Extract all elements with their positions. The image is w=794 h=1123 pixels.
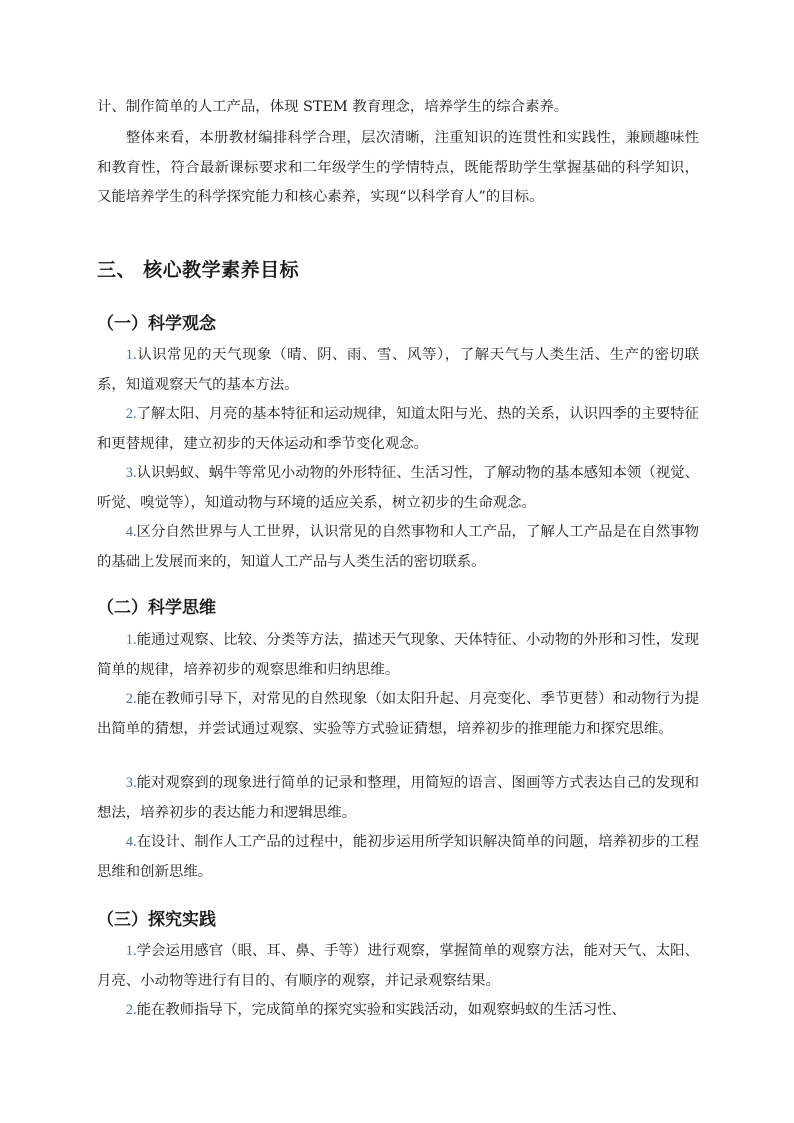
item-number: 3. [125, 465, 137, 481]
list-item [97, 400, 699, 459]
list-item [97, 769, 699, 828]
list-item [97, 996, 699, 1026]
item-text: 能在教师指导下，完成简单的探究实验和实践活动，如观察蚂蚁的生活习性、 [136, 1002, 626, 1018]
item-number: 4. [125, 524, 137, 540]
item-number: 2. [125, 691, 137, 707]
list-item [97, 518, 699, 577]
list-item [97, 685, 699, 744]
list-item [97, 626, 699, 685]
list-item [97, 937, 699, 996]
subsection-heading-scientific-thinking: （二）科学思维 [97, 598, 216, 618]
item-text: 能对观察到的现象进行简单的记录和整理，用简短的语言、图画等方式表达自己的发现和想法，培养初步的表达能力和逻辑思维。 [97, 775, 699, 821]
item-text: 认识常见的天气现象（晴、阴、雨、雪、风等），了解天气与人类生活、生产的密切联系，知道观察天气的基本方法。 [97, 347, 699, 393]
item-number: 4. [125, 834, 137, 850]
item-text: 了解太阳、月亮的基本特征和运动规律，知道太阳与光、热的关系，认识四季的主要特征和更替规律，建立初步的天体运动和季节变化观念。 [97, 406, 699, 452]
item-number: 1. [125, 347, 137, 363]
list-item [97, 828, 699, 887]
item-text: 在设计、制作人工产品的过程中，能初步运用所学知识解决简单的问题，培养初步的工程思维和创新思维。 [97, 834, 699, 880]
item-text: 区分自然世界与人工世界，认识常见的自然事物和人工产品，了解人工产品是在自然事物的基础上发展而来的，知道人工产品与人类生活的密切联系。 [97, 524, 699, 570]
item-number: 3. [125, 775, 137, 791]
item-text: 能通过观察、比较、分类等方法，描述天气现象、天体特征、小动物的外形和习性，发现简单的规律，培养初步的观察思维和归纳思维。 [97, 632, 699, 678]
intro-summary-paragraph: 整体来看，本册教材编排科学合理，层次清晰，注重知识的连贯性和实践性，兼顾趣味性和教育性，符合最新课标要求和二年级学生的学情特点，既能帮助学生掌握基础的科学知识，又能培养学生的科学探究能力和核心素养，实现“以科学育人”的目标。 [97, 130, 699, 205]
item-text: 认识蚂蚁、蜗牛等常见小动物的外形特征、生活习性，了解动物的基本感知本领（视觉、听觉、嗅觉等），知道动物与环境的适应关系，树立初步的生命观念。 [97, 465, 699, 511]
item-text: 学会运用感官（眼、耳、鼻、手等）进行观察，掌握简单的观察方法，能对天气、太阳、月亮、小动物等进行有目的、有顺序的观察，并记录观察结果。 [97, 943, 699, 989]
item-number: 2. [125, 406, 137, 422]
item-number: 1. [125, 943, 137, 959]
list-item [97, 459, 699, 518]
item-number: 1. [125, 632, 137, 648]
intro-paragraph-continued: 计、制作简单的人工产品，体现 STEM 教育理念，培养学生的综合素养。 [97, 99, 569, 115]
subsection-heading-scientific-concepts: （一）科学观念 [97, 314, 216, 334]
list-item [97, 341, 699, 400]
subsection-heading-inquiry-practice: （三）探究实践 [97, 910, 216, 930]
item-number: 2. [125, 1002, 137, 1018]
item-text: 能在教师引导下，对常见的自然现象（如太阳升起、月亮变化、季节更替）和动物行为提出简单的猜想，并尝试通过观察、实验等方式验证猜想，培养初步的推理能力和探究思维。 [97, 691, 699, 737]
section-heading: 三、 核心教学素养目标 [97, 259, 300, 281]
